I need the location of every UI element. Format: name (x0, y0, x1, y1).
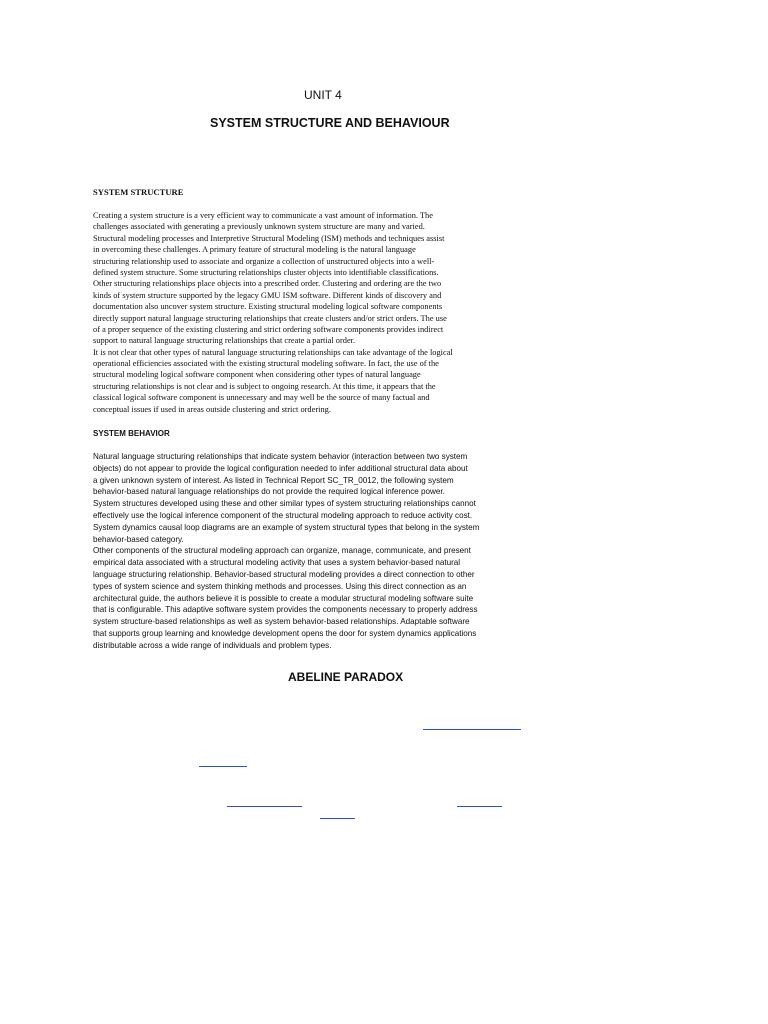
paragraph-line: behavior-based natural language relationships do not provide the required logical inference power. (93, 487, 445, 497)
paragraph-line: Creating a system structure is a very efficient way to communicate a vast amount of information. The (93, 211, 433, 220)
paragraph-line: objects) do not appear to provide the logical configuration needed to infer additional structural data about (93, 463, 468, 473)
paragraph-line: Other components of the structural modeling approach can organize, manage, communicate, and present (93, 546, 471, 556)
paragraph-line: support to natural language structuring relationships that create a partial order. (93, 336, 356, 346)
paragraph-line: effectively use the logical inference component of the structural modeling approach to reduce activity cost. (93, 510, 473, 520)
hyperlink[interactable] (227, 806, 302, 807)
paragraph-line: Natural language structuring relationships that indicate system behavior (interaction between two system (93, 452, 468, 461)
paragraph-line: structural modeling logical software component when considering other types of natural language (93, 370, 421, 380)
paragraph-line: in overcoming these challenges. A primary feature of structural modeling is the natural language (93, 245, 416, 255)
system-behavior-body (93, 451, 578, 652)
paragraph-line: It is not clear that other types of natural language structuring relationships can take advantage of the logical (93, 347, 453, 357)
hyperlink[interactable] (423, 729, 521, 730)
paragraph-line: language structuring relationship. Behavior-based structural modeling provides a direct connection to other (93, 569, 475, 579)
paragraph-line: of a proper sequence of the existing clustering and strict ordering software components provides indirect (93, 324, 444, 334)
paragraph-line: conceptual issues if used in areas outside clustering and strict ordering. (93, 404, 331, 414)
hyperlink[interactable] (457, 806, 502, 807)
paragraph-line: empirical data associated with a structural modeling activity that uses a system behavior-based natural (93, 558, 461, 568)
page-title: SYSTEM STRUCTURE AND BEHAVIOUR (210, 116, 450, 130)
paragraph-line: operational efficiencies associated with the existing structural modeling software. In fact, the use of the (93, 359, 439, 369)
paragraph-line: that is configurable. This adaptive software system provides the components necessary to properly address (93, 605, 478, 615)
abeline-paradox-heading: ABELINE PARADOX (288, 670, 404, 684)
paragraph-line: system structure-based relationships as well as system behavior-based relationships. Adaptable software (93, 617, 470, 627)
paragraph-line: Structural modeling processes and Interpretive Structural Modeling (ISM) methods and techniques assist (93, 233, 445, 243)
paragraph-line: architectural guide, the authors believe it is possible to create a modular structural modeling software suite (93, 593, 474, 603)
paragraph-line: structuring relationships is not clear and is subject to ongoing research. At this time, it appears that the (93, 381, 436, 391)
paragraph-line: distributable across a wide range of individuals and problem types. (93, 640, 332, 650)
system-structure-heading: SYSTEM STRUCTURE (93, 187, 184, 197)
paragraph-line: challenges associated with generating a previously unknown system structure are many and varied. (93, 222, 425, 232)
paragraph-line: System dynamics causal loop diagrams are an example of system structural types that belong in the system (93, 522, 480, 532)
paragraph-line: Other structuring relationships place objects into a prescribed order. Clustering and ordering are the two (93, 279, 442, 289)
paragraph-line: classical logical software component is unnecessary and may well be the source of many factual and (93, 393, 430, 403)
system-behavior-heading: SYSTEM BEHAVIOR (93, 429, 170, 438)
paragraph-line: kinds of system structure supported by the legacy GMU ISM software. Different kinds of discovery and (93, 290, 442, 300)
paragraph-line: defined system structure. Some structuring relationships cluster objects into identifiable classifications. (93, 267, 439, 277)
unit-label: UNIT 4 (304, 88, 342, 102)
paragraph-line: System structures developed using these and other similar types of system structuring relationships cannot (93, 499, 476, 509)
paragraph-line: documentation also uncover system structure. Existing structural modeling logical software components (93, 302, 443, 312)
paragraph-line: directly support natural language structuring relationships that create clusters and/or strict orders. The use (93, 313, 447, 323)
paragraph-line: types of system science and system thinking methods and processes. Using this direct connection as an (93, 581, 467, 591)
paragraph-line: structuring relationship used to associate and organize a collection of unstructured objects into a well- (93, 256, 435, 266)
system-structure-body (93, 210, 578, 415)
paragraph-line: a given unknown system of interest. As listed in Technical Report SC_TR_0012, the following system (93, 475, 454, 485)
paragraph-line: that supports group learning and knowledge development opens the door for system dynamics applications (93, 628, 477, 638)
hyperlink[interactable] (320, 818, 355, 819)
hyperlink[interactable] (199, 766, 247, 767)
paragraph-line: behavior-based category. (93, 534, 184, 544)
